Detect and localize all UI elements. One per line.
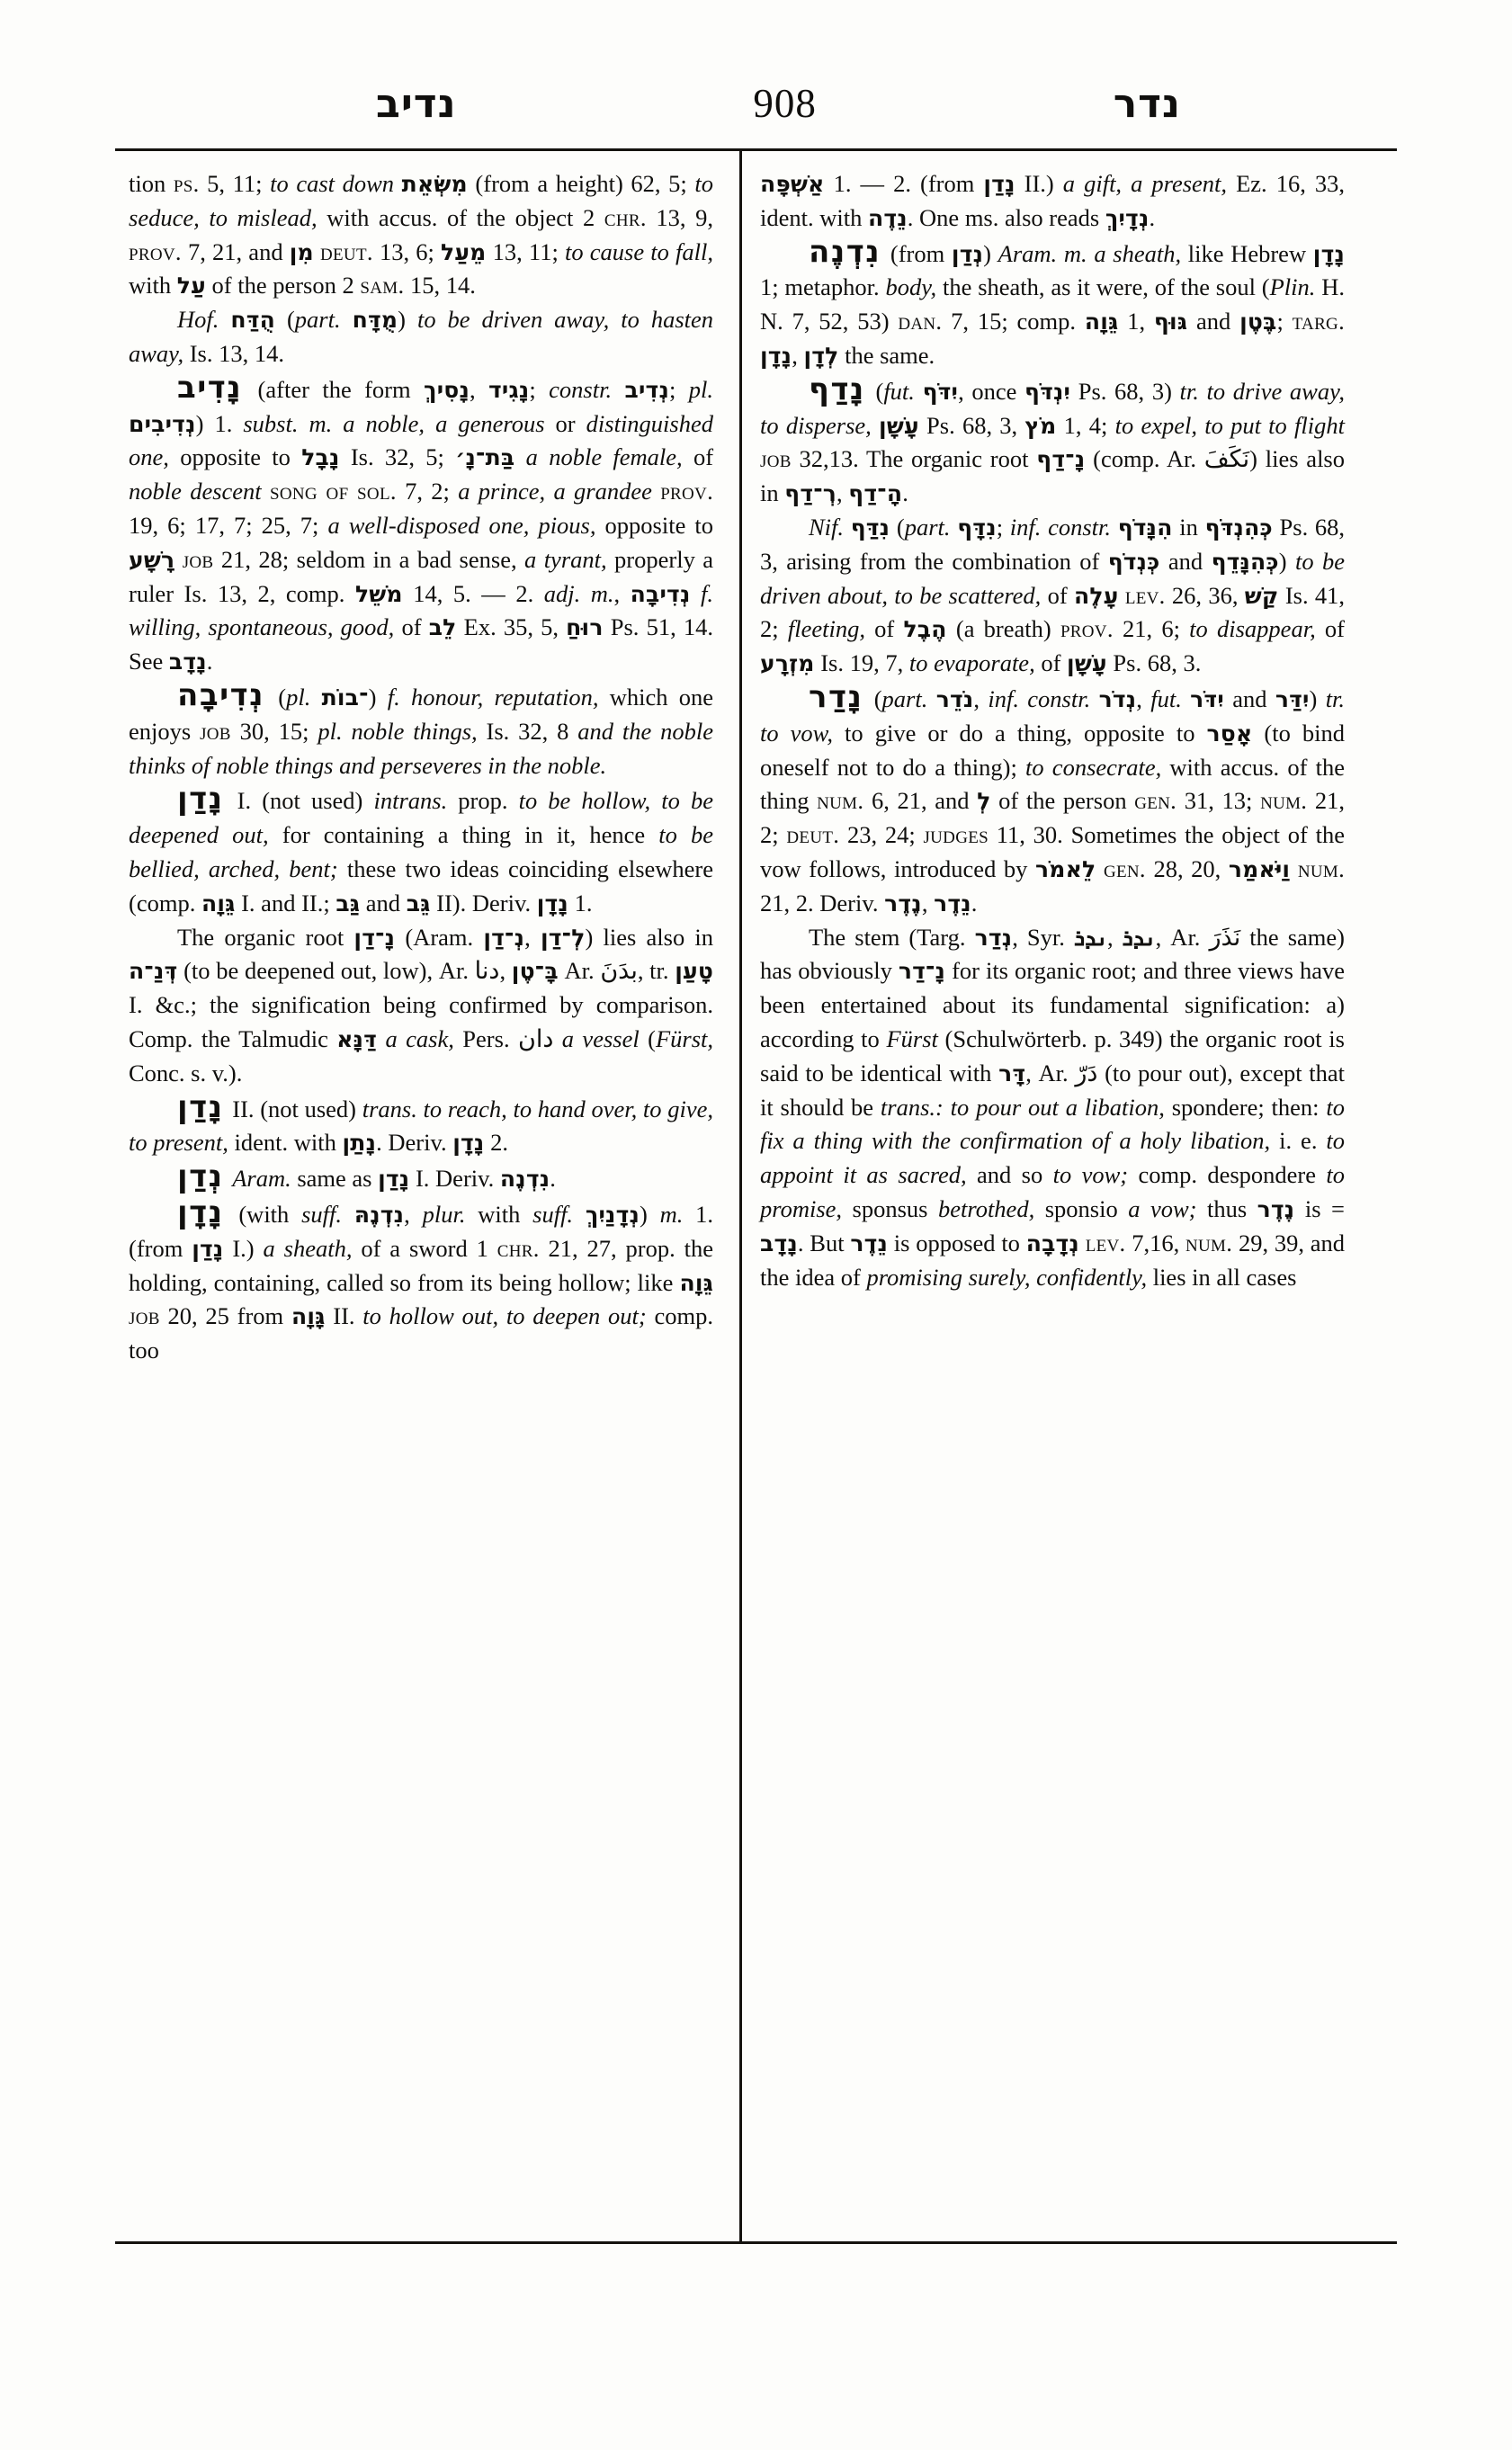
entry-nadan-noun: נָדָן (with suff. נִדְנֶהּ, plur. with suff. נְדָנַיִךְ) m. 1. (from נָדַן I.) a sheath, of a sword 1 chr. 21, 27, prop. the holding, containing, called so from its being hollow; like גֵּוָה job 20, 25 from גָּוָה II. to hollow out, to deepen out; comp. too [129, 1194, 714, 1364]
entry-hophal-hoddach: Hof. הֻדַּח (part. מֻדָּח) to be driven away, to hasten away, Is. 13, 14. [129, 306, 714, 367]
entry-nadaph: נָדַף (fut. יִדֹּף, once יִנְדֹּף Ps. 68, 3) tr. to drive away, to disperse, עָשָׁן Ps. 68, 3, מֹץ 1, 4; to expel, to put to flight job 32,13. The organic root נָ־דַף (comp. Ar. نَكَفَ) lies also in רְ־דַף, הָ־דַף. [760, 371, 1345, 507]
entry-nadan-one: נָדַן I. (not used) intrans. prop. to be hollow, to be deepened out, for containing a thing in it, hence to be bellied, arched, bent; these two ideas coinciding elsewhere (comp. גֵּוָה I. and II.; גַּב and גֵּב II). Deriv. נָדָן 1. [129, 781, 713, 917]
entry-nadiv: נָדִיב (after the form נָסִיךְ, נָגִיד; constr. נְדִיב; pl. נְדִיבִים) 1. subst. m. a noble, a generous or distinguished one, opposite to נָבָל Is. 32, 5; בַּת־נָ׳ a noble female, of noble descent song of sol. 7, 2; a prince, a grandee prov. 19, 6; 17, 7; 25, 7; a well-disposed one, pious, opposite to רָשָׁע job 21, 28; seldom in a bad sense, a tyrant, properly a ruler Is. 13, 2, comp. מֹשֵׁל 14, 5. — 2. adj. m., נְדִיבָה f. willing, spontaneous, good, of לֵב Ex. 35, 5, רוּחַ Ps. 51, 14. See נָדָב. [129, 369, 714, 675]
entry-nadar-stem: The stem (Targ. נְדַר, Syr. ܢܕܪ, ܢܕܪ, Ar. نَذَرَ the same) has obviously נָ־דַר for its organic root; and three views have been entertained about its fundamental signification: a) according to Fürst (Schulwörterb. p. 349) the organic root is said to be identical with דָּר, Ar. دَرّ (to pour out), except that it should be trans.: to pour out a libation, spondere; then: to fix a thing with the confirmation of a holy libation, i. e. to appoint it as sacred, and so to vow; comp. despondere to promise, sponsus betrothed, sponsio a vow; thus נֶדֶר is = נָדָב. But נֵדֶר is opposed to נְדָבָה lev. 7,16, num. 29, 39, and the idea of promising surely, confidently, lies in all cases [760, 923, 1346, 1291]
entry-nadaph-nifal: Nif. נִדַּף (part. נִדָּף; inf. constr. הִנָּדֹף in כְּהִנְדֹּף Ps. 68, 3, arising from the combination of כְּנְדֹף and כְּהִנָּדֵף) to be driven about, to be scattered, of עָלֶה lev. 26, 36, קַשׁ Is. 41, 2; fleeting, of הֶבֶל (a breath) prov. 21, 6; to disappear, of מִזְרָע Is. 19, 7, to evaporate, of עָשָׁן Ps. 68, 3. [760, 513, 1346, 677]
entry-nadan-one-root: The organic root נָ־דַן (Aram. נְ־דַן, לְ־דַן) lies also in דְּנַ־ה (to be deepened out, low), Ar. دنا, בָּ־טֶן Ar. بدَنَ, tr. טָעַן I. &c.; the signification being confirmed by comparison. Comp. the Talmudic דַּנָּא a cask, Pers. دان a vessel (Fürst, Conc. s. v.). [129, 923, 714, 1086]
entry-nidneh: נִדְנֶה (from נְדַן) Aram. m. a sheath, like Hebrew נָדָן 1; metaphor. body, the sheath, as it were, of the soul (Plin. H. N. 7, 52, 53) dan. 7, 15; comp. גֵּוָה 1, גּוּף and בֶּטֶן; targ. נָדָן, לְדָן the same. [760, 233, 1346, 369]
right-text-column [760, 167, 1345, 1294]
entry-nedan-aram: נְדַן Aram. same as נָדַן I. Deriv. נִדְנֶה. [177, 1158, 556, 1195]
running-head [115, 70, 1397, 127]
footer-rule [115, 2241, 1397, 2244]
entry-nadach-continued: tion ps. 5, 11; to cast down מִשְּׂאֵת (from a height) 62, 5; to seduce, to mislead, with accus. of the object 2 chr. 13, 9, prov. 7, 21, and מִן deut. 13, 6; מֵעַל 13, 11; to cause to fall, with עַל of the person 2 sam. 15, 14. [129, 170, 714, 300]
left-text-column [129, 167, 713, 1368]
header-rule [115, 148, 1397, 151]
entry-nadan-noun-continued: אַשְׁפָּה 1. — 2. (from נָדַן II.) a gift, a present, Ez. 16, 33, ident. with נֵדֶה. One ms. also reads נְדָיִךְ. [760, 170, 1345, 231]
entry-nedivah: נְדִיבָה (pl. ־בוֹת) f. honour, reputation, which one enjoys job 30, 15; pl. noble things, Is. 32, 8 and the noble thinks of noble things and perseveres in the noble. [129, 676, 714, 779]
entry-nadar: נָדַר (part. נֹדֵר, inf. constr. נְדֹר, fut. יִדֹּר and יִדַּר) tr. to vow, to give or do a thing, opposite to אָסַר (to bind oneself not to do a thing); to consecrate, with accus. of the thing num. 6, 21, and לְ of the person gen. 31, 13; num. 21, 2; deut. 23, 24; judges 11, 30. Sometimes the object of the vow follows, introduced by לֵאמֹר gen. 28, 20, וַיֹּאמַר num. 21, 2. Deriv. נֶדֶר, נֵדֶר. [760, 678, 1346, 917]
column-divider-rule [739, 151, 742, 2241]
running-head-left-hebrew: נדיב [376, 81, 457, 127]
running-head-right-hebrew: נדר [1113, 81, 1181, 127]
page-number: 908 [753, 81, 817, 126]
entry-nadan-two: נָדַן II. (not used) trans. to reach, to hand over, to give, to present, ident. with נָתַן. Deriv. נָדָן 2. [129, 1088, 713, 1157]
